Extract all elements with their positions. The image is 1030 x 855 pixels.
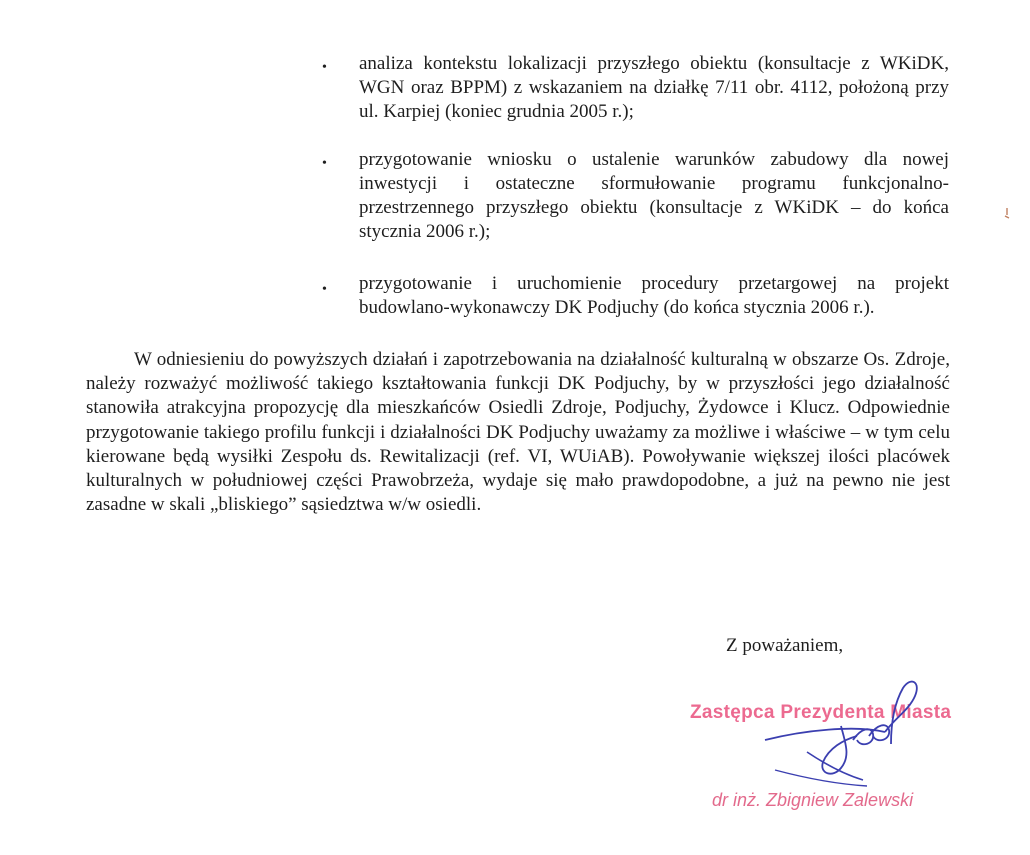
bullet-item-3: przygotowanie i uruchomienie procedury przetargowej na projekt budowlano-wykonawczy DK Podjuchy (do końca stycznia 2006 r.). xyxy=(359,273,949,318)
margin-ink-mark xyxy=(1003,207,1011,219)
stamp-title: Zastępca Prezydenta Miasta xyxy=(690,702,952,723)
bullet-marker: • xyxy=(322,282,327,297)
bullet-item-1: analiza kontekstu lokalizacji przyszłego obiektu (konsultacje z WKiDK, WGN oraz BPPM) z wskazaniem na działkę 7/11 obr. 4112, położoną przy ul. Karpiej (koniec grudnia 2005 r.); xyxy=(359,53,949,122)
bullet-marker: • xyxy=(322,60,327,75)
bullet-marker: • xyxy=(322,156,327,171)
closing-salutation: Z poważaniem, xyxy=(726,635,844,656)
bullet-item-2: przygotowanie wniosku o ustalenie warunków zabudowy dla nowej inwestycji i ostateczne sformułowanie programu funkcjonalno-przestrzennego przyszłego obiektu (konsultacje z WKiDK – do końca stycznia 2006 r.); xyxy=(359,149,949,242)
body-paragraph: W odniesieniu do powyższych działań i zapotrzebowania na działalność kulturalną w obszarze Os. Zdroje, należy rozważyć możliwość takiego kształtowania funkcji DK Podjuchy, by w przyszłości jego działalność stanowiła atrakcyjna propozycję dla mieszkańców Osiedli Zdroje, Podjuchy, Żydowce i Klucz. Odpowiednie przygotowanie takiego profilu funkcji i działalności DK Podjuchy uważamy za możliwe i właściwe – w tym celu kierowane będą wysiłki Zespołu ds. Rewitalizacji (ref. VI, WUiAB). Powoływanie większej ilości placówek kulturalnych w południowej części Prawobrzeża, wydaje się mało prawdopodobne, a już na pewno nie jest zasadne w skali „bliskiego” sąsiedztwa w/w osiedli. xyxy=(86,349,950,516)
stamp-name: dr inż. Zbigniew Zalewski xyxy=(712,790,914,810)
handwritten-signature xyxy=(745,670,935,790)
